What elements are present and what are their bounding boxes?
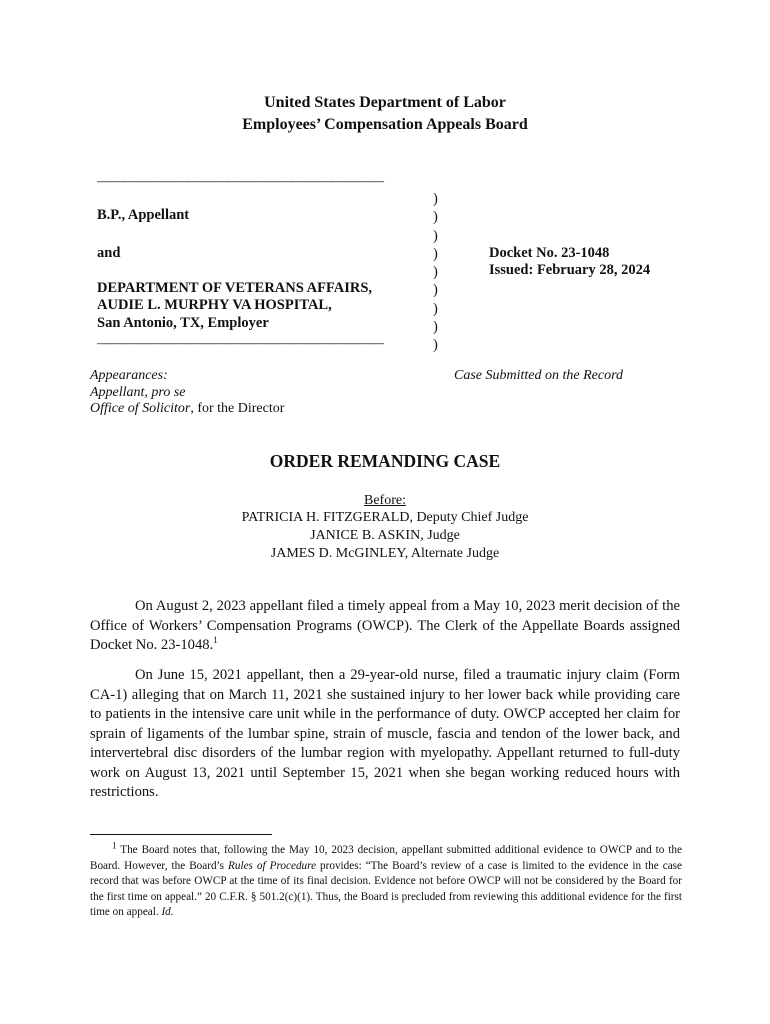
- before-label: Before:: [364, 493, 406, 508]
- footnote-rules-of-procedure: Rules of Procedure: [228, 859, 317, 872]
- issued-date: Issued: February 28, 2024: [489, 262, 651, 278]
- paren: ): [433, 227, 438, 244]
- caption-parens: [433, 190, 438, 355]
- paren: ): [433, 337, 438, 354]
- footnote-text-a: The Board notes that, following the May 10, 2023 decision, appellant submitted additional evidence to OWCP and to the Board. However, the Board’s: [90, 844, 682, 872]
- judge-3: JAMES D. McGINLEY, Alternate Judge: [270, 546, 500, 561]
- appearance-office: [90, 401, 284, 417]
- paren: ): [433, 245, 438, 262]
- order-title: ORDER REMANDING CASE: [269, 451, 501, 471]
- appellant-name: B.P., Appellant: [97, 207, 190, 223]
- docket-number: Docket No. 23-1048: [489, 245, 610, 261]
- paragraph-2: On June 15, 2021 appellant, then a 29-year-old nurse, filed a traumatic injury claim (Form CA-1) alleging that on March 11, 2021 she sustained injury to her lower back while providing care to patients in the intensive care unit while in the performance of duty. OWCP accepted her claim for sprain of ligaments of the lumbar spine, strain of muscle, fascia and tendon of the lower back, and intervertebral disc disorders of the lumbar region with myelopathy. Appellant returned to full-duty work on August 13, 2021 until September 15, 2021 when she began working reduced hours with restrictions.: [90, 667, 680, 800]
- paren: ): [433, 264, 438, 281]
- caption-rule-top: ——————————————————————: [97, 174, 383, 189]
- paren: ): [433, 282, 438, 299]
- paragraph-1-text: On August 2, 2023 appellant filed a timely appeal from a May 10, 2023 merit decision of the Office of Workers’ Compensation Programs (OWCP). The Clerk of the Appellate Boards assigned Docket No. 23-1048.: [90, 598, 680, 653]
- paren: ): [433, 300, 438, 317]
- agency-title: United States Department of Labor: [264, 94, 506, 111]
- footnote-rule: [90, 834, 272, 835]
- appearance-appellant: Appellant, pro se: [90, 385, 186, 400]
- office-suffix: , for the Director: [190, 401, 285, 416]
- paren: ): [433, 191, 438, 207]
- caption-and: and: [97, 245, 121, 261]
- panel-before: [0, 493, 770, 509]
- paren: ): [433, 319, 438, 336]
- paren: ): [433, 209, 438, 226]
- footnote-1: [90, 840, 682, 921]
- case-submitted: Case Submitted on the Record: [454, 368, 624, 383]
- appearances-label: Appearances:: [90, 368, 168, 383]
- office-of-solicitor: Office of Solicitor: [90, 401, 191, 416]
- footnote-id: Id.: [161, 906, 174, 918]
- paragraph-1: [90, 597, 680, 656]
- employer-line-1: DEPARTMENT OF VETERANS AFFAIRS,: [97, 280, 373, 296]
- caption-rule-bottom: ——————————————————————: [97, 336, 383, 351]
- board-title: Employees’ Compensation Appeals Board: [242, 116, 528, 133]
- judge-1: PATRICIA H. FITZGERALD, Deputy Chief Judge: [241, 510, 529, 525]
- employer-line-3: San Antonio, TX, Employer: [97, 315, 269, 331]
- footnote-number: 1: [112, 840, 117, 851]
- employer-line-2: AUDIE L. MURPHY VA HOSPITAL,: [97, 297, 332, 313]
- footnote-text-b: provides: “The Board’s review of a case is limited to the evidence in the case record that was before OWCP at the time of its final decision. Evidence not before OWCP will not be considered by the Board for the first time on appeal.” 20 C.F.R. § 501.2(c)(1). Thus, the Board is precluded from reviewing this additional evidence for the first time on appeal.: [90, 859, 682, 918]
- judge-2: JANICE B. ASKIN, Judge: [310, 528, 460, 543]
- footnote-ref-1: 1: [213, 635, 218, 646]
